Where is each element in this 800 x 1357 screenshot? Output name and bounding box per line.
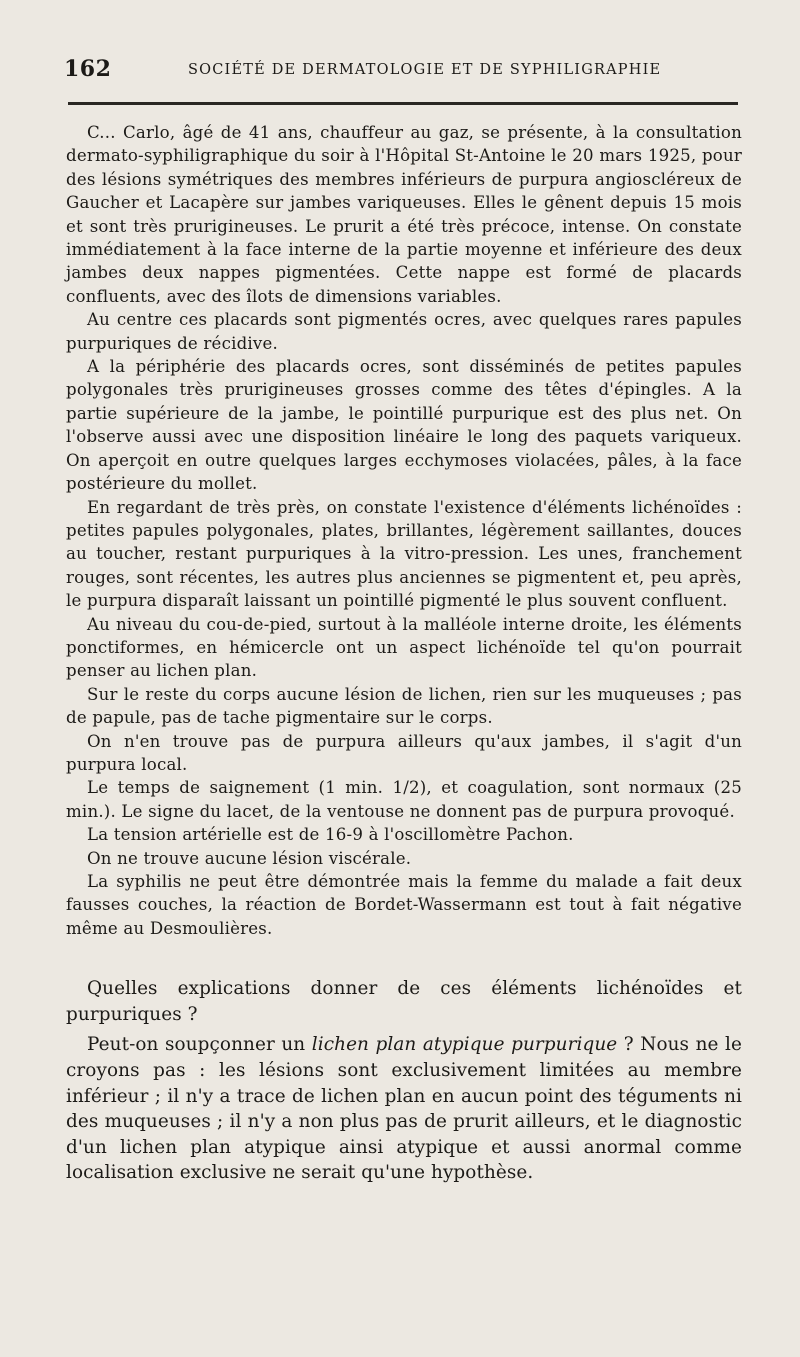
answer-text-start: Peut-on soupçonner un [87, 1034, 312, 1056]
article-body [66, 121, 742, 1186]
running-title: SOCIÉTÉ DE DERMATOLOGIE ET DE SYPHILIGRAPHIE [188, 62, 662, 78]
paragraph-center-placards: Au centre ces placards sont pigmentés ocres, avec quelques rares papules purpuriques de récidive. [66, 310, 742, 353]
answer-text-end: ? Nous ne le croyons pas : les lésions sont exclusivement limitées au membre inférieur ; il n'y a trace de lichen plan en aucun point des téguments ni des muqueuses ; il n'y a non plus pas de prurit ailleurs, et le diagnostic d'un lichen plan atypique ainsi atypique et aussi anormal comme localisation exclusive ne serait qu'une hypothèse. [66, 1034, 742, 1184]
header-rule [68, 102, 738, 105]
answer-italic-term: lichen plan atypique purpurique [311, 1034, 618, 1056]
paragraph-discussion-answer [66, 1032, 742, 1186]
paragraph-blood-pressure: La tension artérielle est de 16-9 à l'oscillomètre Pachon. [87, 825, 574, 845]
paragraph-visceral: On ne trouve aucune lésion viscérale. [87, 848, 412, 868]
paragraph-lichenoid-elements: En regardant de très près, on constate l'existence d'éléments lichénoïdes : petites papules polygonales, plates, brillantes, légèrement saillantes, douces au toucher, restant purpuriques à la vitro-pression. Les unes, franchement rouges, sont récentes, les autres plus anciennes se pigmentent et, peu après, le purpura disparaît laissant un pointillé pigmenté le plus souvent confluent. [66, 497, 742, 611]
paragraph-discussion-question: Quelles explications donner de ces éléments lichénoïdes et purpuriques ? [66, 978, 742, 1025]
paragraph-rest-of-body: Sur le reste du corps aucune lésion de lichen, rien sur les muqueuses ; pas de papule, pas de tache pigmentaire sur le corps. [66, 684, 742, 728]
paragraph-bleeding-time: Le temps de saignement (1 min. 1/2), et coagulation, sont normaux (25 min.). Le signe du lacet, de la ventouse ne donnent pas de purpura provoqué. [66, 778, 742, 821]
paragraph-syphilis: La syphilis ne peut être démontrée mais la femme du malade a fait deux fausses couches, la réaction de Bordet-Wassermann est tout à fait négative même au Desmoulières. [66, 872, 742, 938]
paragraph-case-intro: C... Carlo, âgé de 41 ans, chauffeur au gaz, se présente, à la consultation dermato-syphiligraphique du soir à l'Hôpital St-Antoine le 20 mars 1925, pour des lésions symétriques des membres inférieurs de purpura angioscléreux de Gaucher et Lacapère sur jambes variqueuses. Elles le gênent depuis 15 mois et sont très prurigineuses. Le prurit a été très précoce, intense. On constate immédiatement à la face interne de la partie moyenne et inférieure des deux jambes deux nappes pigmentées. Cette nappe est formé de placards confluents, avec des îlots de dimensions variables. [66, 123, 742, 306]
paragraph-periphery: A la périphérie des placards ocres, sont disséminés de petites papules polygonales très prurigineuses grosses comme des têtes d'épingles. A la partie supérieure de la jambe, le pointillé purpurique est des plus net. On l'observe aussi avec une disposition linéaire le long des paquets variqueux. On aperçoit en outre quelques larges ecchymoses violacées, pâles, à la face postérieure du mollet. [66, 357, 742, 494]
paragraph-local-purpura: On n'en trouve pas de purpura ailleurs qu'aux jambes, il s'agit d'un purpura local. [66, 731, 742, 774]
paragraph-malleolus: Au niveau du cou-de-pied, surtout à la malléole interne droite, les éléments ponctiformes, en hémicercle ont un aspect lichénoïde tel qu'on pourrait penser au lichen plan. [66, 614, 742, 681]
page-header [64, 52, 738, 92]
page-number: 162 [64, 56, 112, 82]
section-gap [66, 940, 742, 976]
